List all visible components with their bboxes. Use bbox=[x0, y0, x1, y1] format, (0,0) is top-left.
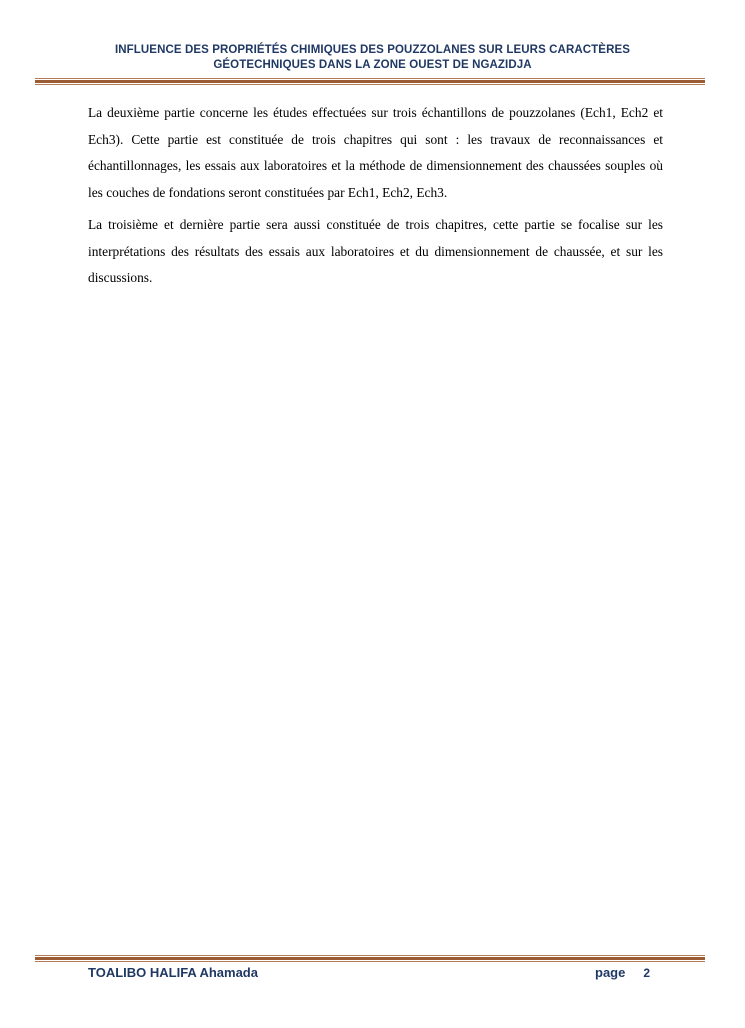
footer-author: TOALIBO HALIFA Ahamada bbox=[88, 965, 258, 980]
footer-page-indicator bbox=[595, 965, 650, 980]
running-header-title bbox=[60, 43, 685, 73]
paragraph-part-two: La deuxième partie concerne les études effectuées sur trois échantillons de pouzzolanes (Ech1, Ech2 et Ech3). Cette partie est constituée de trois chapitres qui sont : les travaux de reconnaissances et échantillonnages, les essais aux laboratoires et la méthode de dimensionnement des chaussées souples où les couches de fondations seront constituées par Ech1, Ech2, Ech3. bbox=[88, 105, 663, 200]
footer-divider bbox=[35, 955, 705, 962]
page-number: 2 bbox=[643, 966, 651, 980]
page-label: page bbox=[595, 965, 626, 980]
paragraph-part-three: La troisième et dernière partie sera aussi constituée de trois chapitres, cette partie se focalise sur les interprétations des résultats des essais aux laboratoires et du dimensionnement de chaussée, et sur les discussions. bbox=[88, 217, 663, 285]
header-title-line-2: GÉOTECHNIQUES DANS LA ZONE OUEST DE NGAZIDJA bbox=[213, 59, 532, 71]
header-title-line-1: INFLUENCE DES PROPRIÉTÉS CHIMIQUES DES POUZZOLANES SUR LEURS CARACTÈRES bbox=[114, 44, 631, 56]
body-text bbox=[88, 100, 663, 298]
header-divider bbox=[35, 78, 705, 85]
